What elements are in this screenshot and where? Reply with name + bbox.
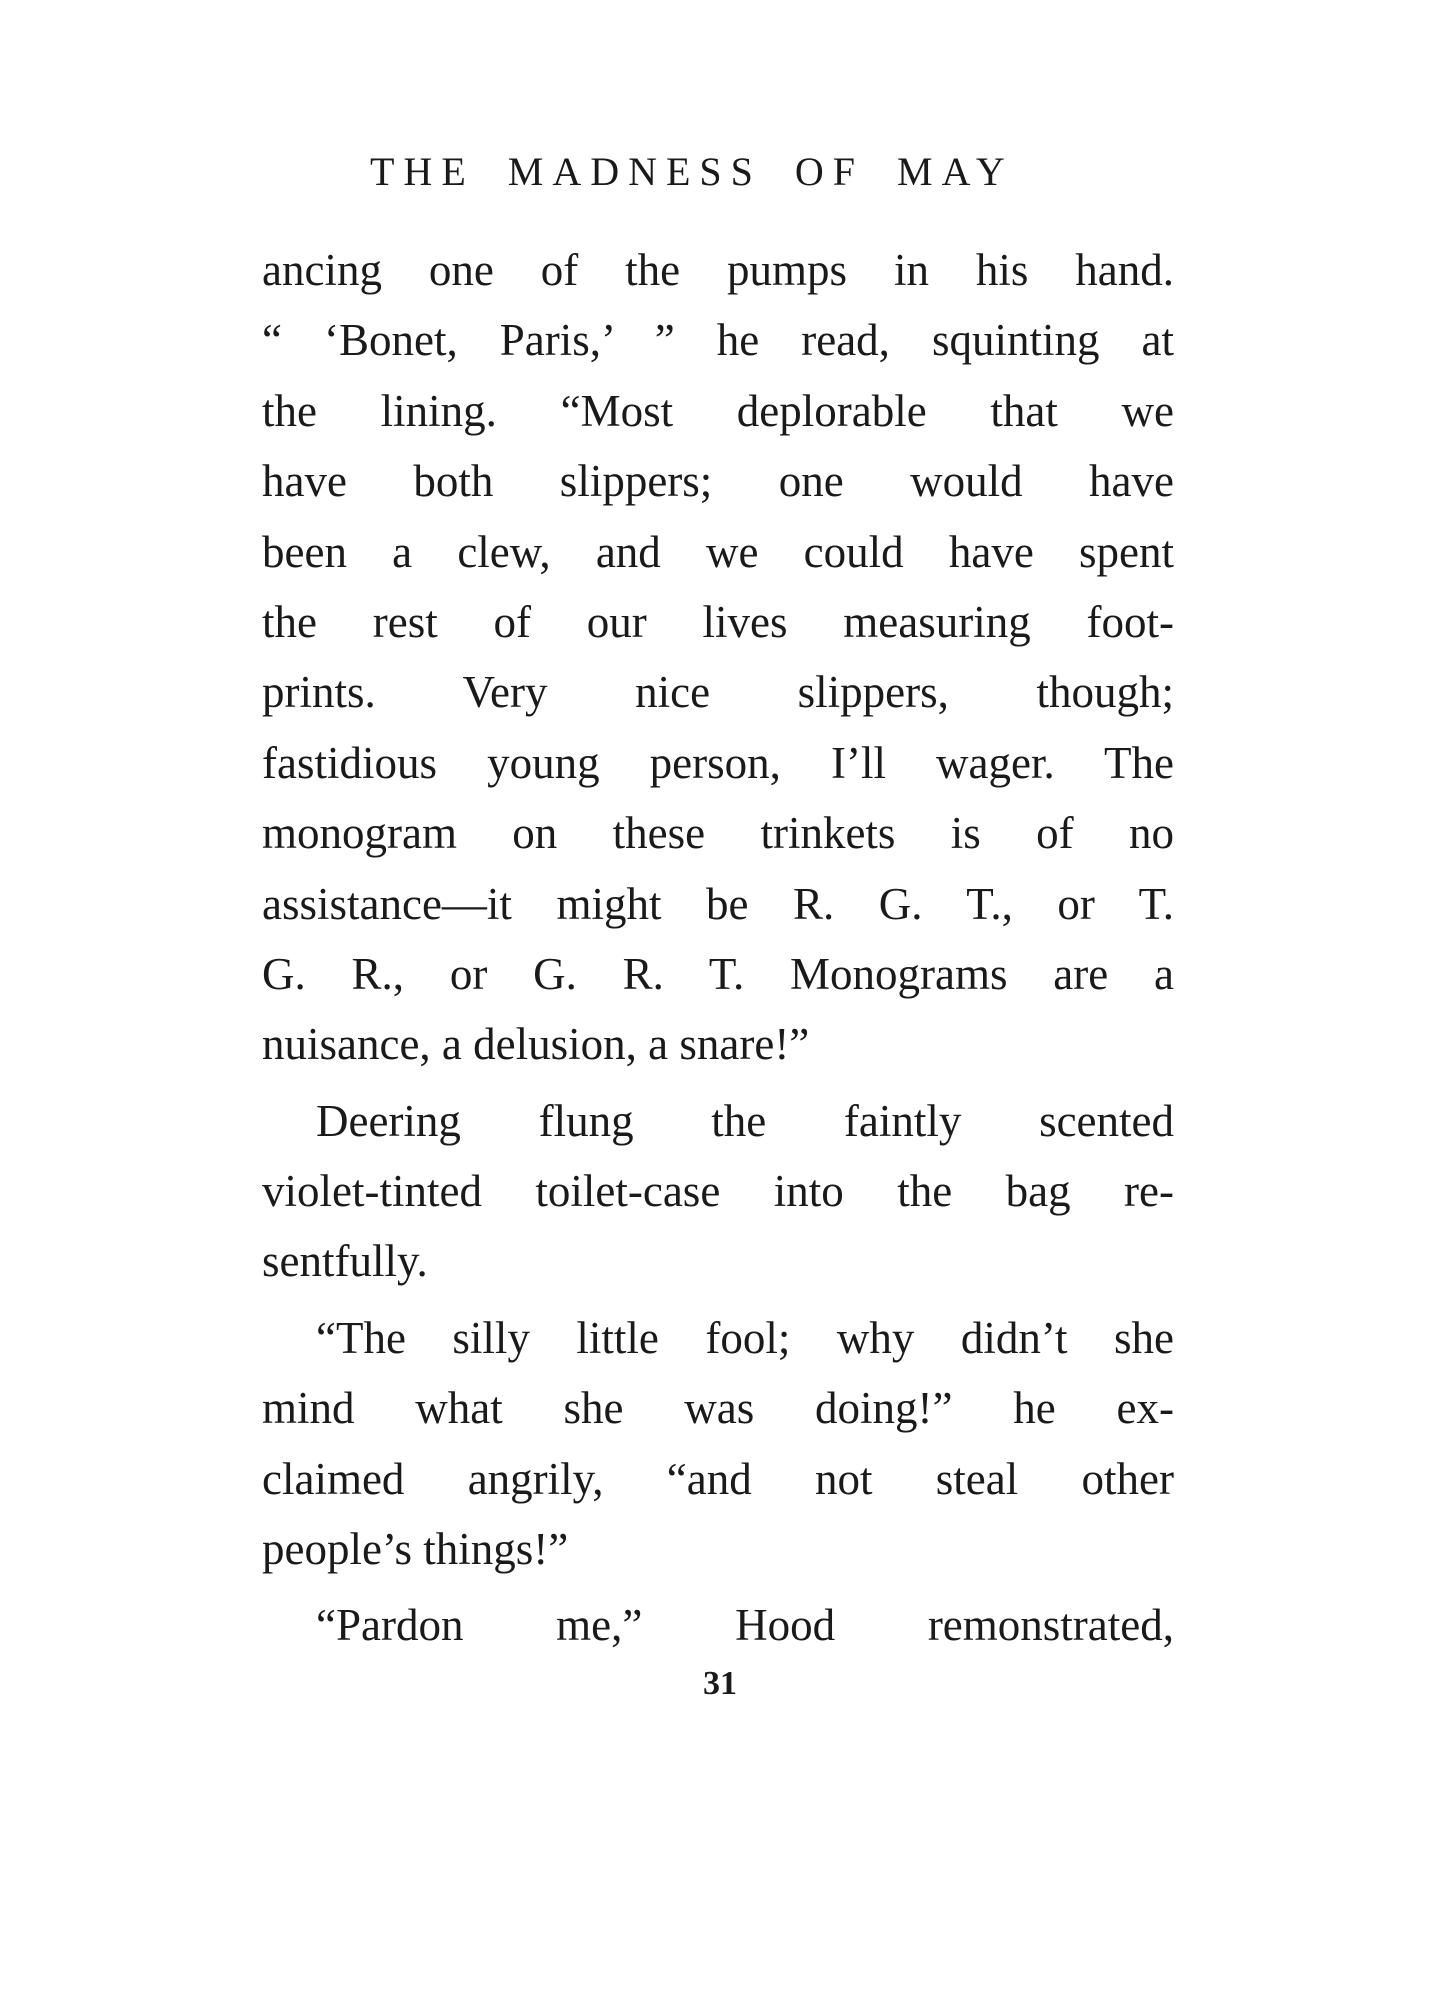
paragraph <box>262 1590 1174 1660</box>
text-line: “Pardon me,” Hood remonstrated, <box>316 1600 1174 1651</box>
text-line: fastidious young person, I’ll wager. The <box>262 737 1174 788</box>
page-number: 31 <box>703 1665 737 1702</box>
text-line: mind what she was doing!” he ex- <box>262 1383 1174 1434</box>
text-line: G. R., or G. R. T. Monograms are a <box>262 948 1174 999</box>
running-head: THE MADNESS OF MAY <box>370 149 1014 194</box>
text-line: nuisance, a delusion, a snare!” <box>262 1019 810 1070</box>
text-line: sentfully. <box>262 1236 428 1287</box>
text-line: claimed angrily, “and not steal other <box>262 1453 1174 1504</box>
text-line: prints. Very nice slippers, though; <box>262 667 1174 718</box>
text-line: monogram on these trinkets is of no <box>262 808 1174 859</box>
text-line: the lining. “Most deplorable that we <box>262 385 1174 436</box>
text-line: have both slippers; one would have <box>262 456 1174 507</box>
text-line: violet-tinted toilet-case into the bag re- <box>262 1166 1174 1217</box>
paragraph <box>262 1303 1174 1585</box>
text-line: the rest of our lives measuring foot- <box>262 596 1174 647</box>
text-line: Deering flung the faintly scented <box>316 1095 1174 1146</box>
text-line: been a clew, and we could have spent <box>262 526 1174 577</box>
text-line: people’s things!” <box>262 1524 569 1575</box>
paragraph <box>262 1086 1174 1297</box>
text-line: assistance—it might be R. G. T., or T. <box>262 878 1174 929</box>
text-line: “The silly little fool; why didn’t she <box>316 1312 1174 1363</box>
body-text <box>262 235 1174 1661</box>
text-line: ancing one of the pumps in his hand. <box>262 245 1174 295</box>
paragraph <box>262 235 1174 1080</box>
text-line: “ ‘Bonet, Paris,’ ” he read, squinting at <box>262 315 1174 366</box>
